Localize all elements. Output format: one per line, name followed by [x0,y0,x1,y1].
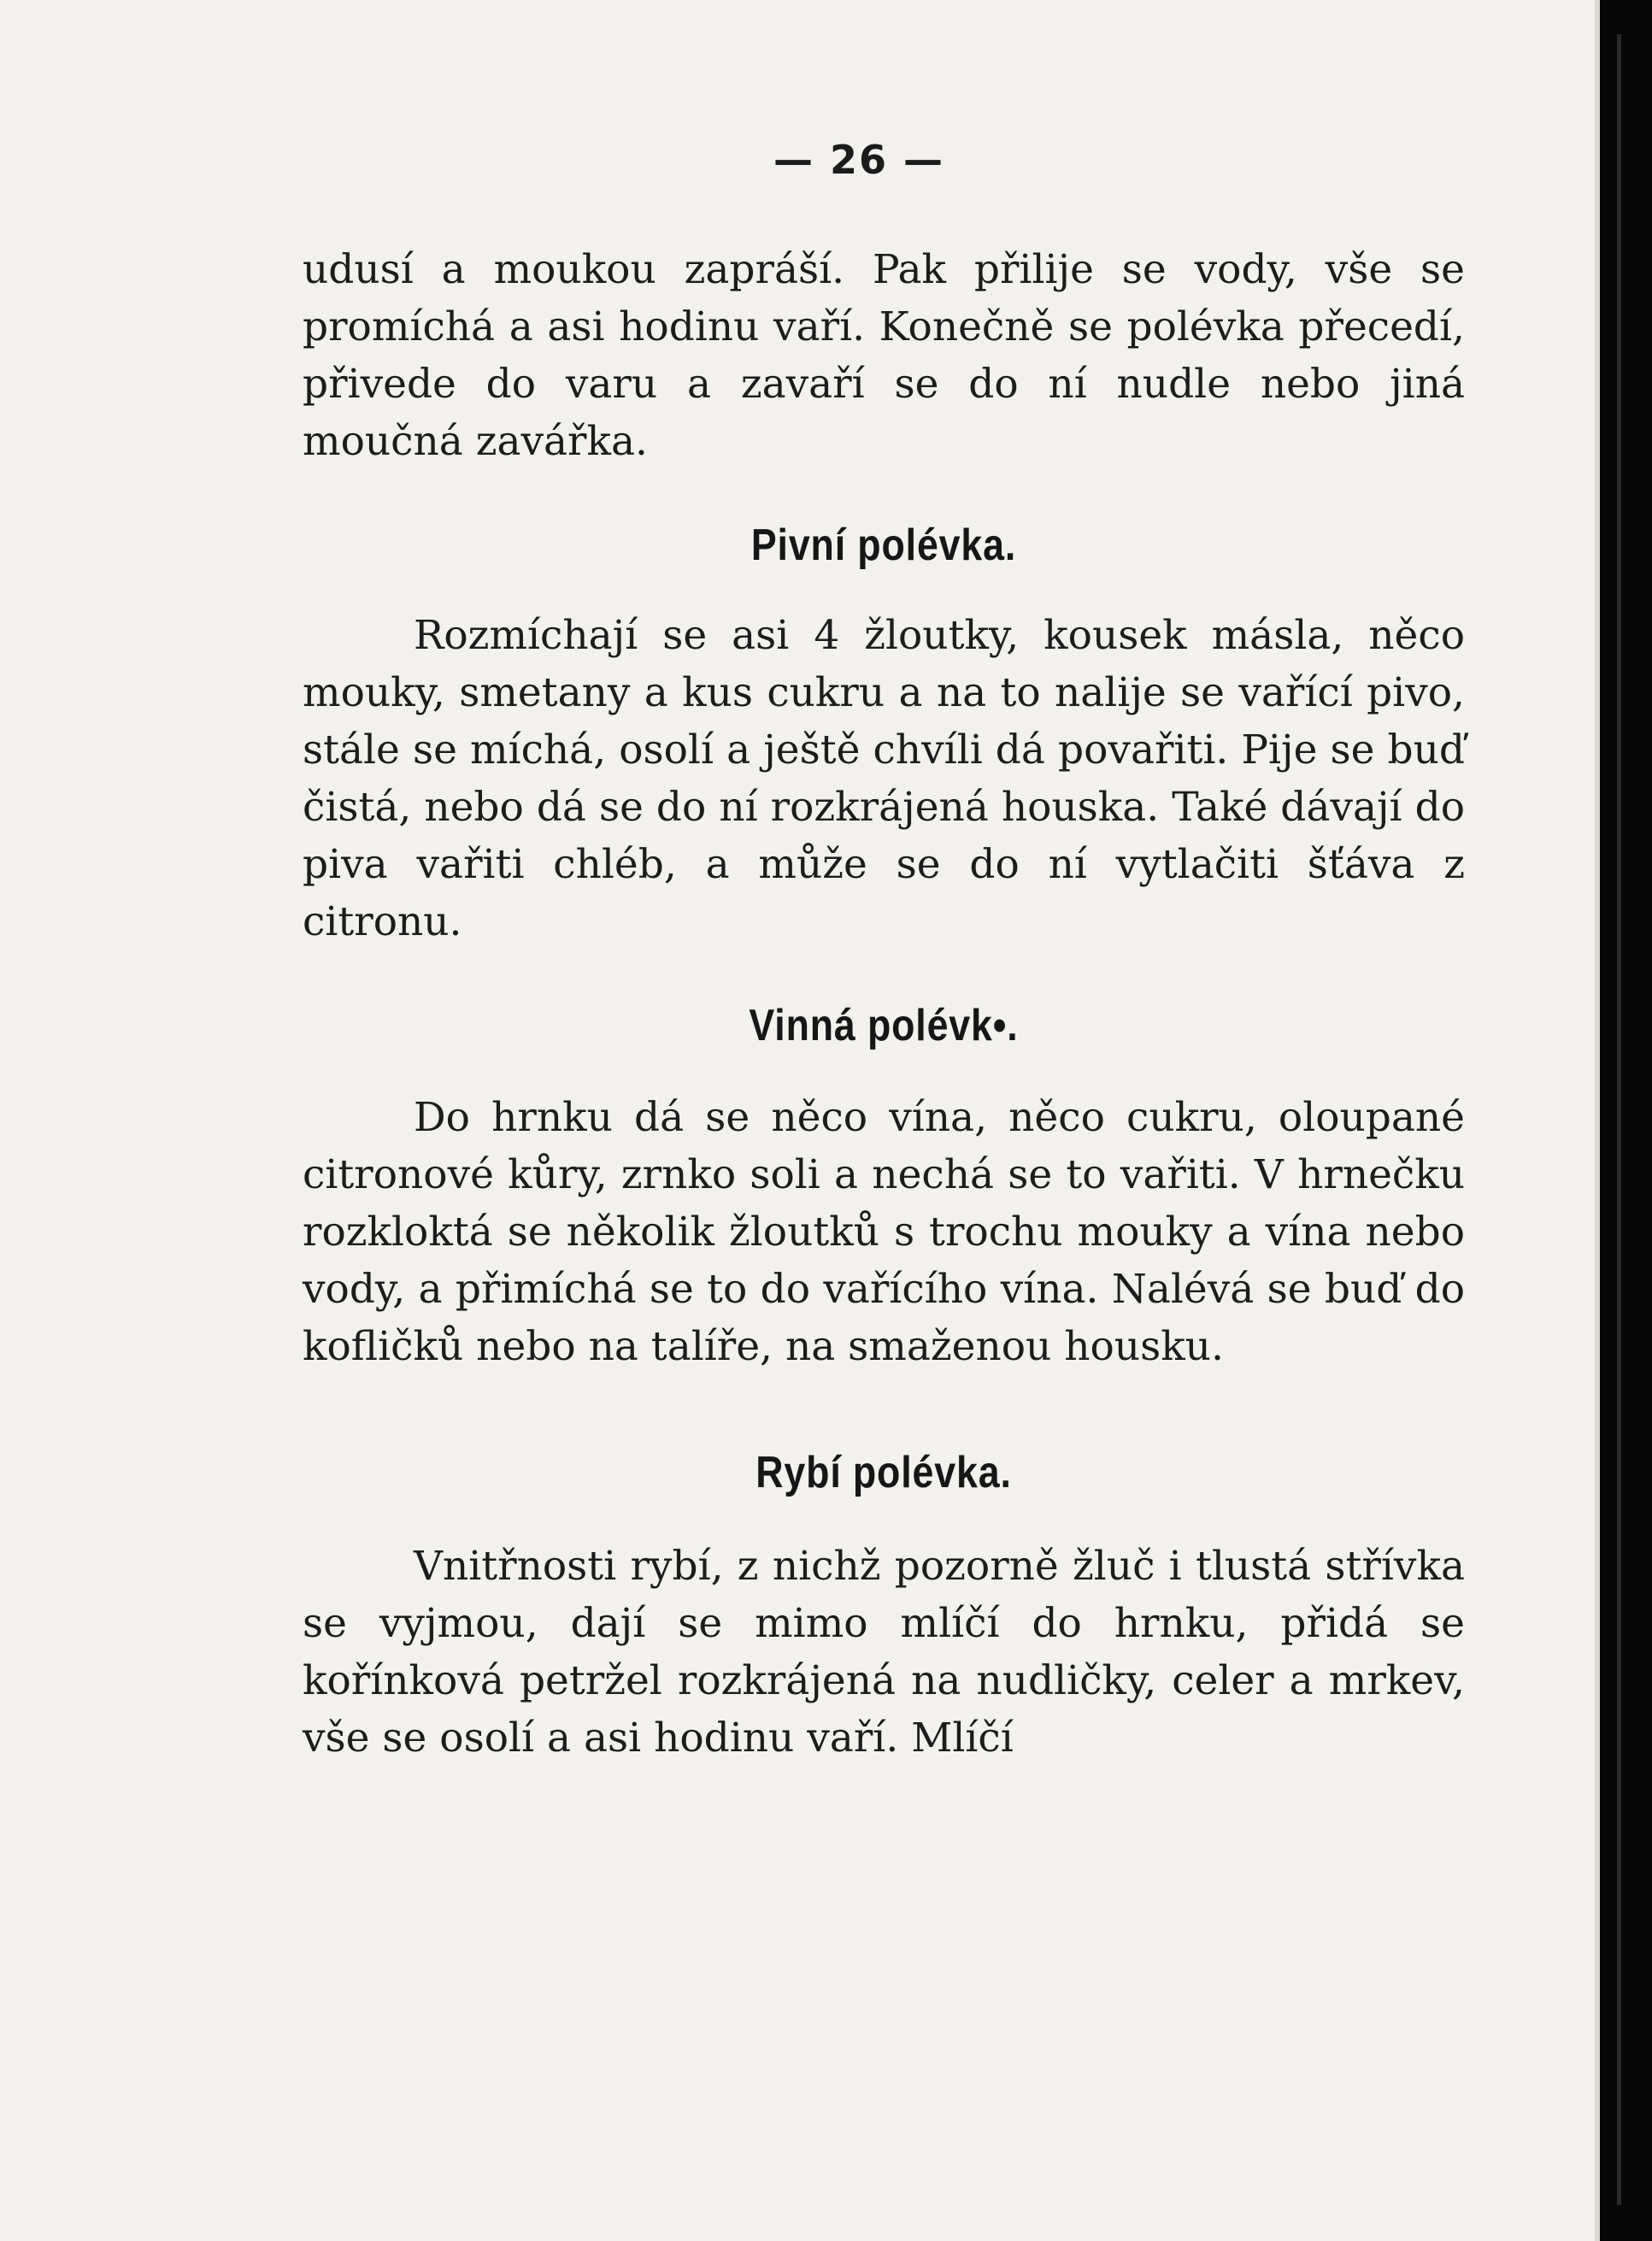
paragraph-rybi-polevka: Vnitřnosti rybí, z nichž pozorně žluč i tlustá střívka se vyjmou, dají se mimo mlíčí do hrnku, přidá se kořínková petržel rozkrájená na nudličky, celer a mrkev, vše se osolí a asi hodinu vaří. Mlíčí [303,1543,1465,1762]
paragraph-pivni-polevka: Rozmíchají se asi 4 žloutky, kousek másla, něco mouky, smetany a kus cukru a na to nalije se vařící pivo, stále se míchá, osolí a ještě chvíli dá povařiti. Pije se buď čistá, nebo dá se do ní rozkrájená houska. Také dávají do piva vařiti chléb, a může se do ní vytlačiti šťáva z citronu. [303,612,1465,945]
paragraph-vinna-polevka: Do hrnku dá se něco vína, něco cukru, oloupané citronové kůry, zrnko soli a nechá se to vařiti. V hrnečku rozkloktá se několik žloutků s trochu mouky a vína nebo vody, a přimíchá se to do vařícího vína. Nalévá se buď do kofličků nebo na talíře, na smaženou housku. [303,1094,1465,1370]
heading-pivni-polevka: Pivní polévka. [750,521,1017,570]
text-column [303,241,1465,1767]
scan-dark-edge [1600,0,1652,2241]
paragraph-intro: udusí a moukou zapráší. Pak přilije se vody, vše se promíchá a asi hodinu vaří. Konečně se polévka přecedí, přivede do varu a zavaří se do ní nudle nebo jiná moučná zavářka. [303,246,1465,465]
heading-rybi-polevka: Rybí polévka. [755,1448,1012,1497]
heading-vinna-polevka: Vinná polévk•. [749,1001,1019,1050]
page-number: — 26 — [773,137,945,183]
scan-spine-line [1617,34,1621,2205]
